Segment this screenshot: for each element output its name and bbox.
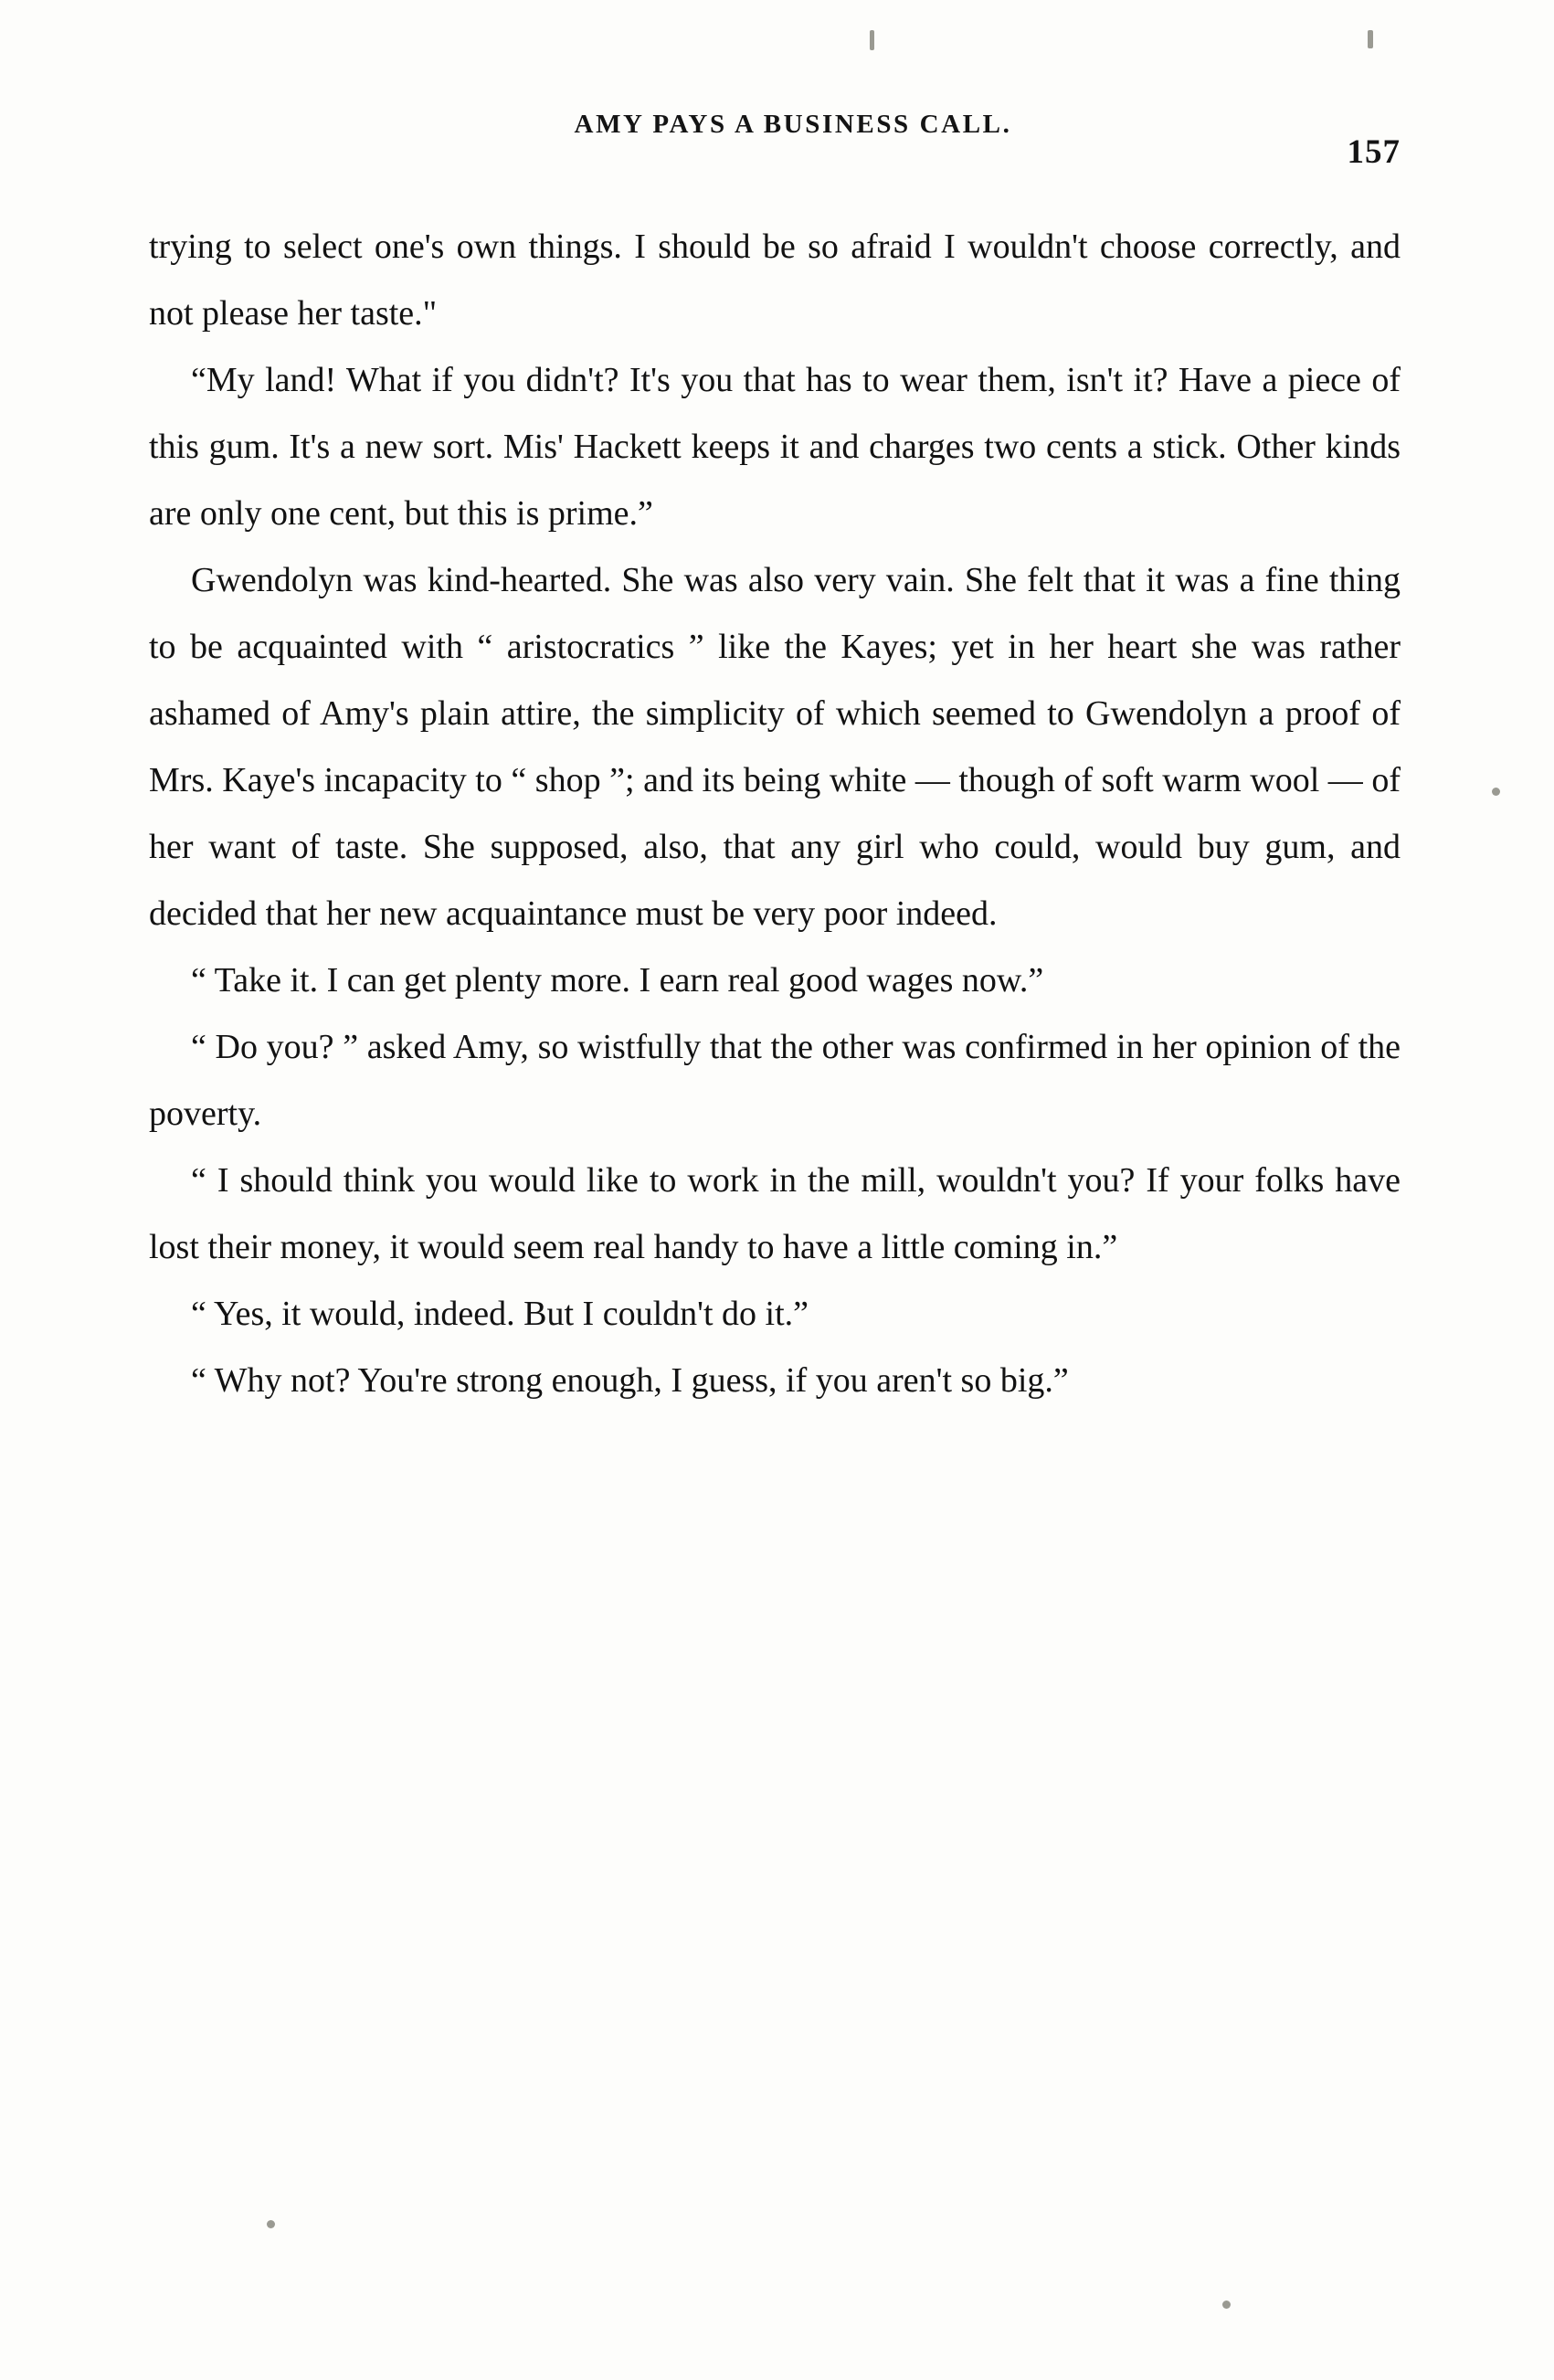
page-speck <box>1222 2301 1231 2309</box>
page-content <box>99 110 1451 1414</box>
page-speck <box>1492 788 1500 796</box>
page-number: 157 <box>1347 133 1401 171</box>
page-header <box>149 110 1401 174</box>
paragraph: “ I should think you would like to work in the mill, wouldn't you? If your folks have lost their money, it would seem real handy to have a little coming in.” <box>149 1161 1401 1266</box>
paragraph: “ Take it. I can get plenty more. I earn real good wages now.” <box>191 961 1044 1000</box>
paragraph: Gwendolyn was kind-hearted. She was also very vain. She felt that it was a fine thing to be acquainted with “ aristocratics ” like the Kayes; yet in her heart she was rather ashamed of Amy's plain attire, the simplicity of which seemed to Gwendolyn a proof of Mrs. Kaye's incapacity to “ shop ”; and its being white — though of soft warm wool — of her want of taste. She supposed, also, that any girl who could, would buy gum, and decided that her new acquaintance must be very poor indeed. <box>149 561 1401 933</box>
body-text <box>149 214 1401 1414</box>
page-speck <box>1368 30 1373 48</box>
page-speck <box>267 2220 275 2228</box>
running-head: AMY PAYS A BUSINESS CALL. <box>574 110 1012 139</box>
page-speck <box>870 30 874 50</box>
paragraph: “ Why not? You're strong enough, I guess, if you aren't so big.” <box>191 1361 1069 1400</box>
paragraph: “ Do you? ” asked Amy, so wistfully that the other was confirmed in her opinion of the poverty. <box>149 1028 1401 1133</box>
paragraph: “ Yes, it would, indeed. But I couldn't do it.” <box>191 1295 809 1333</box>
paragraph: “My land! What if you didn't? It's you that has to wear them, isn't it? Have a piece of this gum. It's a new sort. Mis' Hackett keeps it and charges two cents a stick. Other kinds are only one cent, but this is prime.” <box>149 361 1401 533</box>
paragraph: trying to select one's own things. I should be so afraid I wouldn't choose correctly, and not please her taste." <box>149 227 1401 333</box>
